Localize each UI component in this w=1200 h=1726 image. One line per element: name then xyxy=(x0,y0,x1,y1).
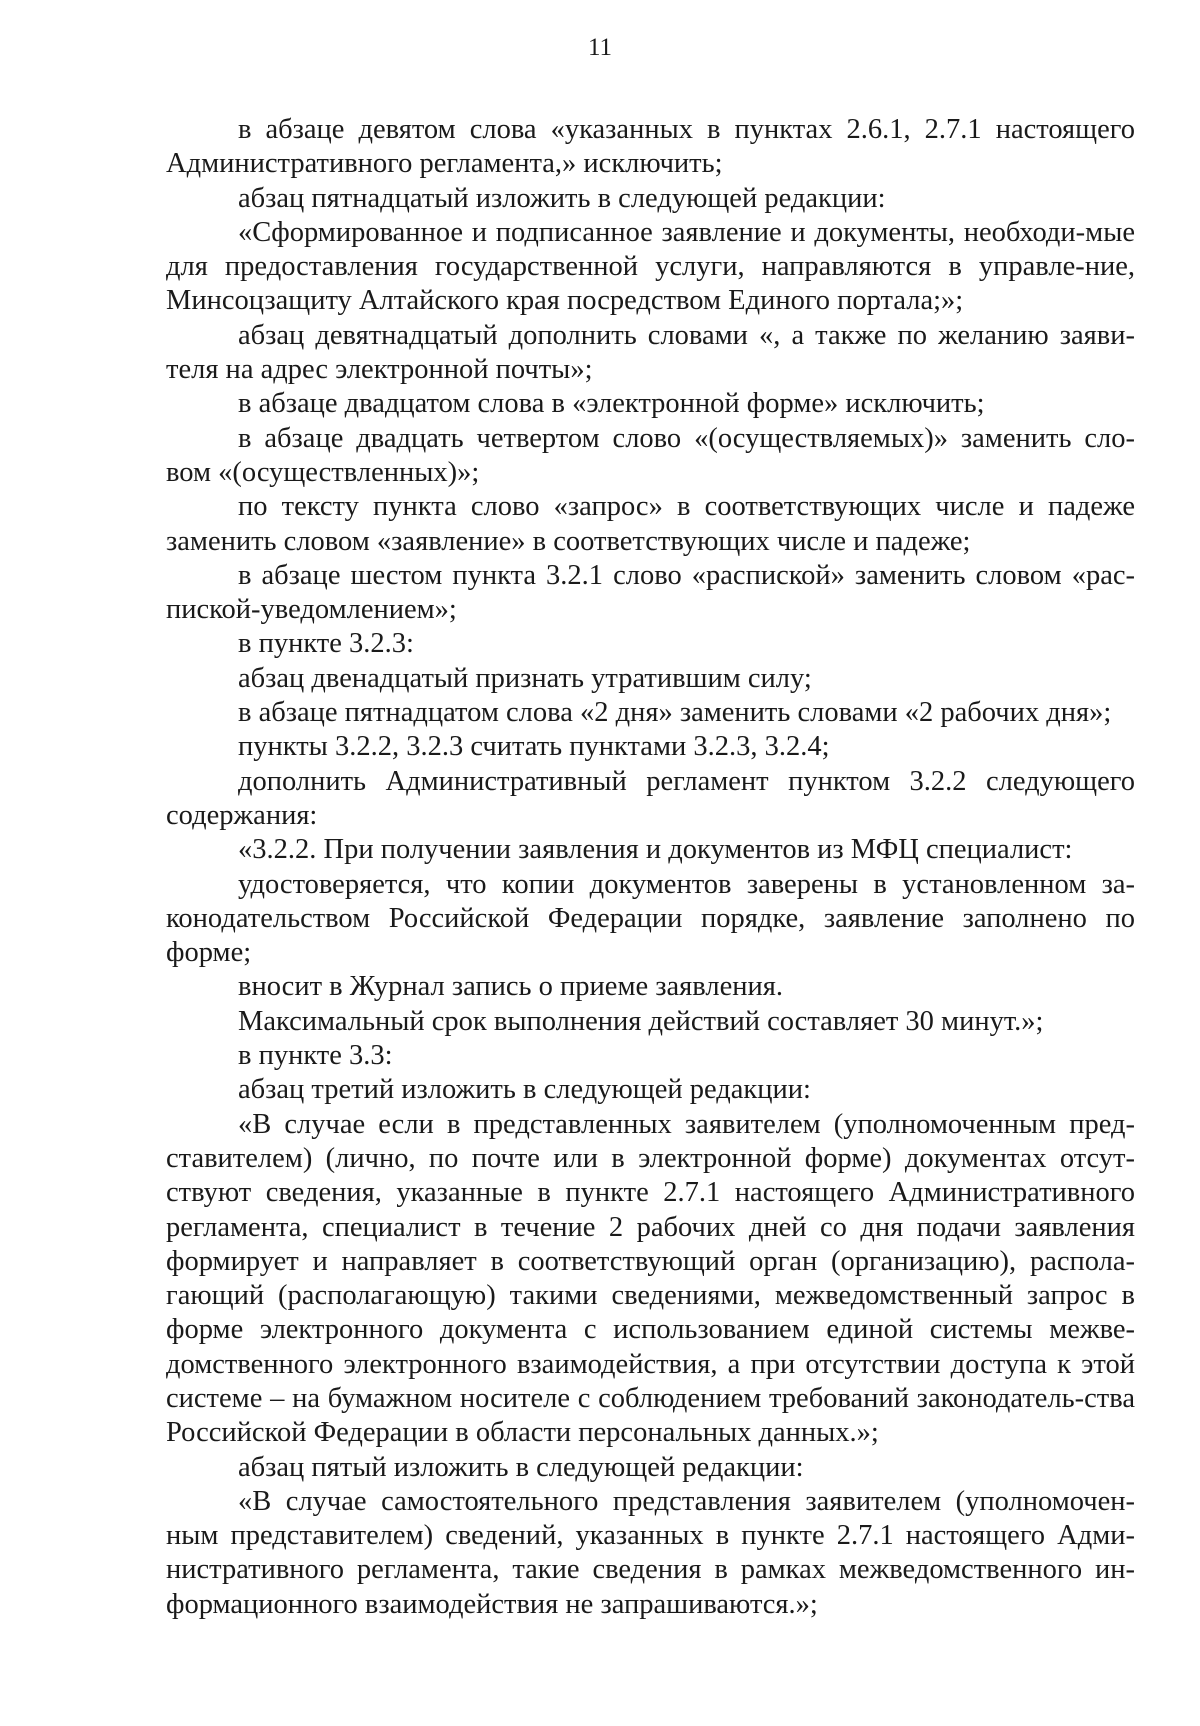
paragraph: абзац пятый изложить в следующей редакции: xyxy=(238,1451,804,1483)
paragraph: в абзаце девятом слова «указанных в пунктах 2.6.1, 2.7.1 настоящего Административного регламента,» исключить; xyxy=(166,114,1135,180)
paragraph: по тексту пункта слово «запрос» в соответствующих числе и падеже заменить словом «заявление» в соответствующих числе и падеже; xyxy=(166,491,1135,557)
page-number: 11 xyxy=(587,34,613,61)
paragraph: абзац пятнадцатый изложить в следующей редакции: xyxy=(238,182,886,214)
paragraph: в абзаце двадцать четвертом слово «(осуществляемых)» заменить сло-вом «(осуществленных)»; xyxy=(166,422,1135,488)
paragraph: Максимальный срок выполнения действий составляет 30 минут.»; xyxy=(238,1005,1044,1037)
paragraph: удостоверяется, что копии документов заверены в установленном за-конодательством Российской Федерации порядке, заявление заполнено по форме; xyxy=(166,868,1135,969)
paragraph: дополнить Административный регламент пунктом 3.2.2 следующего содержания: xyxy=(166,765,1135,831)
paragraph: «Сформированное и подписанное заявление и документы, необходи-мые для предоставления государственной услуги, направляются в управле-ние, Минсоцзащиту Алтайского края посредством Единого портала;»; xyxy=(166,216,1135,317)
document-body xyxy=(166,113,1135,1622)
paragraph: «3.2.2. При получении заявления и документов из МФЦ специалист: xyxy=(238,834,1073,866)
paragraph: в абзаце шестом пункта 3.2.1 слово «распиской» заменить словом «рас-пиской-уведомлением»; xyxy=(166,559,1135,626)
paragraph: «В случае самостоятельного представления заявителем (уполномочен-ным представителем) сведений, указанных в пункте 2.7.1 настоящего Адми-нистративного регламента, такие сведения в рамках межведомственного ин-формационного взаимодействия не запрашиваются.»; xyxy=(166,1485,1135,1620)
paragraph: абзац третий изложить в следующей редакции: xyxy=(238,1074,811,1106)
paragraph: в пункте 3.3: xyxy=(238,1040,393,1072)
paragraph: вносит в Журнал запись о приеме заявления. xyxy=(238,971,783,1003)
paragraph: «В случае если в представленных заявителем (уполномоченным пред-ставителем) (лично, по почте или в электронной форме) документах отсут-ствуют сведения, указанные в пункте 2.7.1 настоящего Административного регламента, специалист в течение 2 рабочих дней со дня подачи заявления формирует и направляет в соответствующий орган (организацию), распола-гающий (располагающую) такими сведениями, межведомственный запрос в форме электронного документа с использованием единой системы межве-домственного электронного взаимодействия, а при отсутствии доступа к этой системе – на бумажном носителе с соблюдением требований законодатель-ства Российской Федерации в области персональных данных.»; xyxy=(166,1108,1135,1449)
paragraph: пункты 3.2.2, 3.2.3 считать пунктами 3.2.3, 3.2.4; xyxy=(238,731,830,763)
paragraph: в абзаце двадцатом слова в «электронной форме» исключить; xyxy=(238,388,985,420)
paragraph: в пункте 3.2.3: xyxy=(238,628,414,660)
paragraph: в абзаце пятнадцатом слова «2 дня» заменить словами «2 рабочих дня»; xyxy=(238,697,1112,729)
paragraph: абзац девятнадцатый дополнить словами «, а также по желанию заяви-теля на адрес электронной почты»; xyxy=(166,319,1135,386)
paragraph: абзац двенадцатый признать утратившим силу; xyxy=(238,662,812,694)
